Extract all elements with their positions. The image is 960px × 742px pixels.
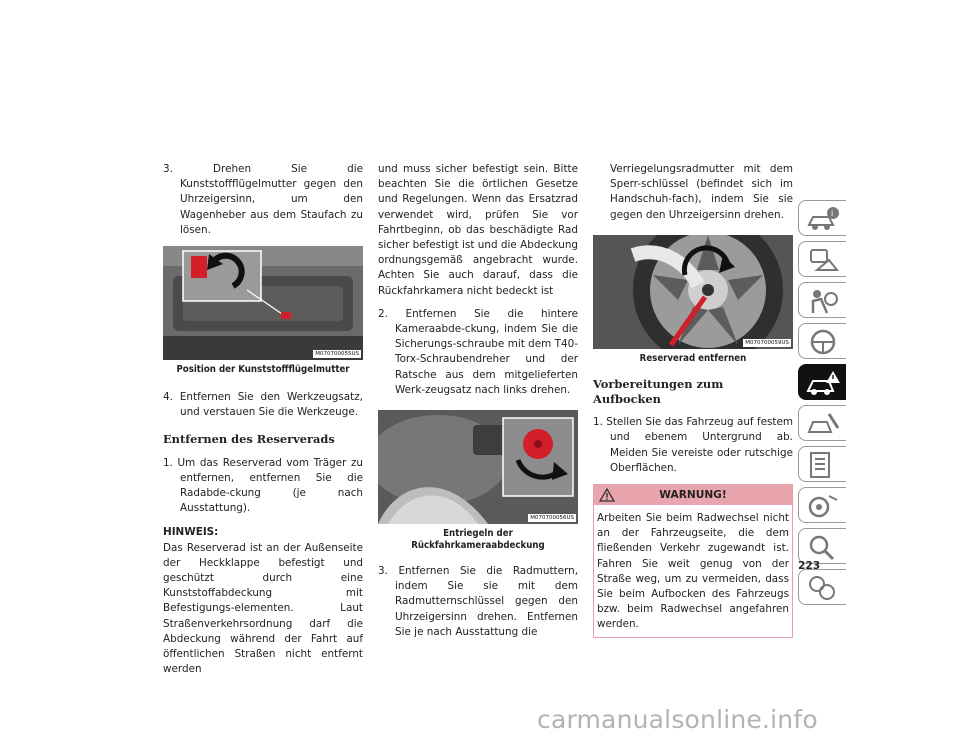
column-middle <box>378 162 578 640</box>
figure-code: M070700056US <box>530 515 574 522</box>
warning-title: WARNUNG! <box>659 489 727 502</box>
roadside-emergency-icon <box>805 369 841 397</box>
warning-triangle-icon <box>599 488 615 502</box>
column-right <box>593 162 793 638</box>
note-text: Das Reserverad ist an der Außenseite der Heckklappe befestigt und geschützt durch eine Kunststoffabdeckung mit Befestigungs-elementen. Laut Straßenverkehrsordnung darf die Abdeckung während der Fahrt auf öffentlichen Straßen nicht entfernt werden <box>163 541 363 676</box>
tab-service[interactable] <box>798 405 846 441</box>
note-label: HINWEIS: <box>163 526 219 539</box>
car-signals-icon <box>805 246 841 274</box>
tab-safety[interactable] <box>798 282 846 318</box>
figure-spare-wheel <box>593 235 793 365</box>
figure-camera-cover <box>378 410 578 552</box>
steering-wheel-icon <box>805 328 841 356</box>
page-number: 223 <box>798 560 821 572</box>
figure-wing-nut <box>163 246 363 376</box>
camera-cover-photo <box>378 410 578 524</box>
tab-emergency[interactable] <box>798 364 846 400</box>
tab-index[interactable] <box>798 528 846 564</box>
tab-multimedia[interactable] <box>798 487 846 523</box>
warning-box <box>593 484 793 638</box>
step-1-text: 1. Um das Reserverad vom Träger zu entfernen, entfernen Sie die Radabde-ckung (je nach Ausstattung). <box>163 456 363 515</box>
column-left <box>163 162 363 677</box>
chapter-tab-strip <box>798 200 846 610</box>
car-service-icon <box>805 410 841 438</box>
step-1-text: 1. Stellen Sie das Fahrzeug auf festem und ebenem Untergrund ab. Meiden Sie vereiste oder rutschige Oberflächen. <box>593 416 793 474</box>
step-3-text: 3. Drehen Sie die Kunststoffflügelmutter gegen den Uhrzeigersinn, um den Wagenheber aus dem Staufach zu lösen. <box>163 163 363 236</box>
figure-caption: Reserverad entfernen <box>639 352 747 364</box>
spare-wheel-photo <box>593 235 793 349</box>
step-2-text: 2. Entfernen Sie die hintere Kameraabde-ckung, indem Sie die Sicherungs-schraube mit dem T40-Torx-Schraubendreher und der Ratsche aus dem mitgelieferten Werk-zeugsatz nach links drehen. <box>378 307 578 396</box>
warning-header <box>594 485 792 505</box>
multimedia-icon <box>805 492 841 520</box>
step-4-text: 4. Entfernen Sie den Werkzeugsatz, und verstauen Sie die Werkzeuge. <box>163 391 363 419</box>
tab-driving[interactable] <box>798 323 846 359</box>
continuation-text: Verriegelungsradmutter mit dem Sperr-schlüssel (befindet sich im Handschuh-fach), indem Sie sie gegen den Uhrzeigersinn drehen. <box>610 163 793 221</box>
figure-caption: Position der Kunststoffflügelmutter <box>176 364 350 376</box>
checklist-icon <box>805 451 841 479</box>
figure-caption: Entriegeln der Rückfahrkameraabdeckung <box>411 528 545 552</box>
wing-nut-photo <box>163 246 363 360</box>
tab-languages[interactable] <box>798 569 846 605</box>
warning-text: Arbeiten Sie beim Radwechsel nicht an der Fahrzeugseite, die dem fließenden Verkehr zugewandt ist. Fahren Sie weit genug von der Straße weg, um zu vermeiden, dass Sie beim Aufbocken des Fahrzeugs bzw. beim Radwechsel angefahren werden. <box>597 512 789 631</box>
continuation-text: und muss sicher befestigt sein. Bitte beachten Sie die örtlichen Gesetze und Regelungen. Wenn das Ersatzrad verwendet wird, prüfen Sie vor Fahrtbeginn, ob das beschädigte Rad sicher befestigt ist und die Abdeckung ordnungsgemäß angebracht wurde. Achten Sie auch darauf, dass die Rückfahrkamera nicht bedeckt ist <box>378 163 578 297</box>
seatbelt-airbag-icon <box>805 287 841 315</box>
figure-code: M070700059US <box>745 339 789 346</box>
section-heading: Entfernen des Reserverads <box>163 432 335 447</box>
watermark: carmanualsonline.info <box>537 705 818 734</box>
step-3-text: 3. Entfernen Sie die Radmuttern, indem Sie sie mit dem Radmutternschlüssel gegen den Uhrzeigersinn drehen. Entfernen Sie je nach Ausstattung die <box>378 565 578 638</box>
section-heading: Vorbereitungen zum Aufbocken <box>593 376 724 407</box>
magnifier-index-icon <box>805 533 841 561</box>
tab-car-info[interactable] <box>798 200 846 236</box>
car-info-icon <box>805 205 841 233</box>
tab-specs[interactable] <box>798 446 846 482</box>
tab-signals[interactable] <box>798 241 846 277</box>
svg-text:i: i <box>831 209 834 218</box>
figure-code: M070700055US <box>315 351 359 358</box>
languages-icon <box>805 574 841 602</box>
